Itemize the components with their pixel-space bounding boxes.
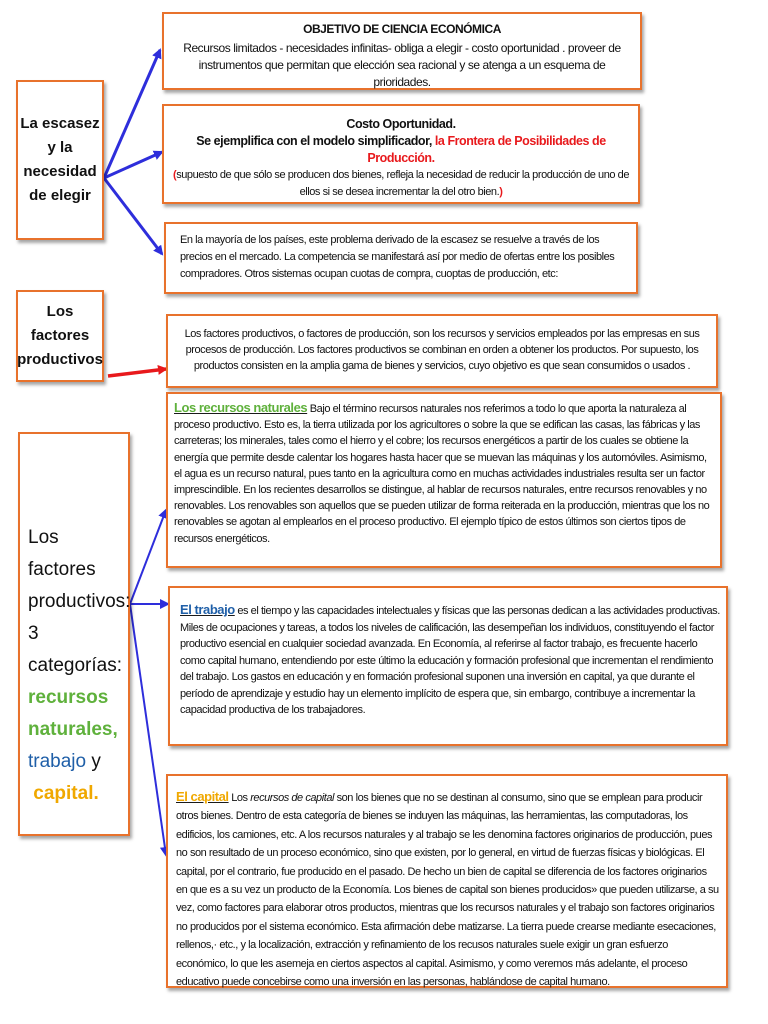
recursos-text: Bajo el término recursos naturales nos referimos a todo lo que aporta la naturaleza al proceso productivo. Esto es, la tierra utilizada por los agricultores o sobre la que se edifican las casas, las fábricas y las carreteras; los minerales, tales como el hierro y el cobre; los recursos energéticos a partir de los cuales se obtiene la energía que permite desde calentar los hogares hasta hacer que se muevan las máquinas y los automóviles. Asimismo, el agua es un recurso natural, pues tanto en la agricultura como en muchas actividades industriales resulta ser un factor imprescindible. En los recientes desarrollos se distingue, al hablar de recursos naturales, entre recursos renovables y no renovables. Los renovables son aquellos que se pueden utilizar de forma reiterada en la producción, mientras que los no renovables se agotan al emplearlos en el proceso productivo. El ejemplo típico de estos últimos son ciertos tipos de recursos energéticos. <box>174 403 710 545</box>
objetivo-box <box>162 12 642 90</box>
capital-text: son los bienes que no se destinan al consumo, sino que se emplean para producir otros bienes. Dentro de esta categoría de bienes se induyen las máquinas, las herramientas, las computadoras, los edificios, los camiones, etc. A los recursos naturales y al trabajo se les denomina factores originarios de producción, pues no son resultado de un proceso económico, sino que existen, por lo general, en virtud de fuerzas físicas y biológicas. El capital, por el contrario, fue producido en el pasado. De hecho un bien de capital se diferencia de los factores originarios en que es a su vez un producto de la Economía. Los bienes de capital son bienes producidos» que pueden utilizarse, a su vez, como factores para elaborar otros productos, mientras que los recursos naturales y el trabajo son factores originarios no producidos por el sistema económico. Esta afirmación debe matizarse. La tierra puede crearse mediante esecaciones, rellenos,· etc., y la localización, extracción y refinamiento de los recusos naturales suele exigir un gran esfuerzo económico, lo que les asemeja en ciertos aspectos al capital. Asimismo, y como veremos más adelante, el proceso educativo puede concebirse como una inversión en las personas, hablándose de capital humano. <box>176 792 719 989</box>
factores-label: Los factores productivos <box>17 303 103 368</box>
frontera-text: la Frontera de Posibilidades de Producción. <box>367 134 606 165</box>
arrow-to-recursos <box>130 510 166 604</box>
categorias-intro: Los factores productivos: 3 categorías: <box>28 527 131 676</box>
factores-def-text: Los factores productivos, o factores de producción, son los recursos y servicios empleados por las empresas en sus procesos de producción. Los factores productivos se combinan en orden a obtener los productos. Por supuesto, los productos consisten en la amplia gama de bienes y servicios, cuyo objetivo es que sean consumidos o usados . <box>184 328 700 372</box>
categoria-trabajo: trabajo <box>28 751 87 772</box>
capital-box <box>166 774 728 988</box>
arrow-to-factores <box>108 369 166 376</box>
factores-def-box <box>166 314 718 388</box>
mayoria-text: En la mayoría de los países, este problema derivado de la escasez se resuelve a través de los precios en el mercado. La competencia se manifestará así por medio de ofertas entre los posibles compradores. Otros sistemas ocupan cuotas de compra, cuoptas de producción, etc: <box>180 234 615 280</box>
arrow-to-objetivo <box>104 50 160 178</box>
capital-italic: recursos de capital <box>250 792 334 804</box>
mayoria-box <box>164 222 638 294</box>
objetivo-text: Recursos limitados - necesidades infinitas- obliga a elegir - costo oportunidad . proveer de instrumentos que permitan que elección sea racional y se atenga a un esquema de prioridades. <box>183 40 621 89</box>
categoria-capital: capital. <box>33 783 99 804</box>
capital-los: Los <box>228 792 251 804</box>
trabajo-box <box>168 586 728 746</box>
arrow-to-capital <box>130 604 166 855</box>
escasez-box <box>16 80 104 240</box>
factores-box <box>16 290 104 382</box>
paren-open: ( <box>172 169 177 181</box>
trabajo-text: es el tiempo y las capacidades intelectuales y físicas que las personas dedican a las actividades productivas. Miles de ocupaciones y tareas, a todos los niveles de calificación, las desempeñan los individuos, constituyendo el factor productivo esencial en cualquier sociedad avanzada. En Economía, al referirse al factor trabajo, es frecuente hacerlo como capital humano, entendiendo por este último la educación y formación profesional que incrementan el rendimiento del trabajo. Los gastos en educación y en formación profesional suponen una inversión en capital, ya que durante el período de aprendizaje y estudio hay un elemento implícito de espera que, sin embargo, contribuye a incrementar la capacidad productiva de los trabajadores. <box>180 605 720 716</box>
categorias-box <box>18 432 130 836</box>
costo-title: Costo Oportunidad. <box>346 117 456 131</box>
costo-box <box>162 104 640 204</box>
recursos-box <box>166 392 722 568</box>
categoria-recursos: recursos naturales, <box>28 687 118 740</box>
categoria-y: y <box>86 751 101 772</box>
capital-title: El capital <box>176 789 229 804</box>
paren-close: ) <box>499 186 503 198</box>
arrow-to-mayoria <box>104 178 162 254</box>
escasez-label: La escasez y la necesidad de elegir <box>20 115 100 204</box>
costo-line2: Se ejemplifica con el modelo simplificador, <box>196 134 432 148</box>
recursos-title: Los recursos naturales <box>174 400 308 415</box>
objetivo-title: OBJETIVO DE CIENCIA ECONÓMICA <box>303 22 501 36</box>
trabajo-title: El trabajo <box>180 602 235 617</box>
costo-text: supuesto de que sólo se producen dos bienes, refleja la necesidad de reducir la producción de uno de ellos si se desea incrementar la del otro bien. <box>176 169 629 198</box>
